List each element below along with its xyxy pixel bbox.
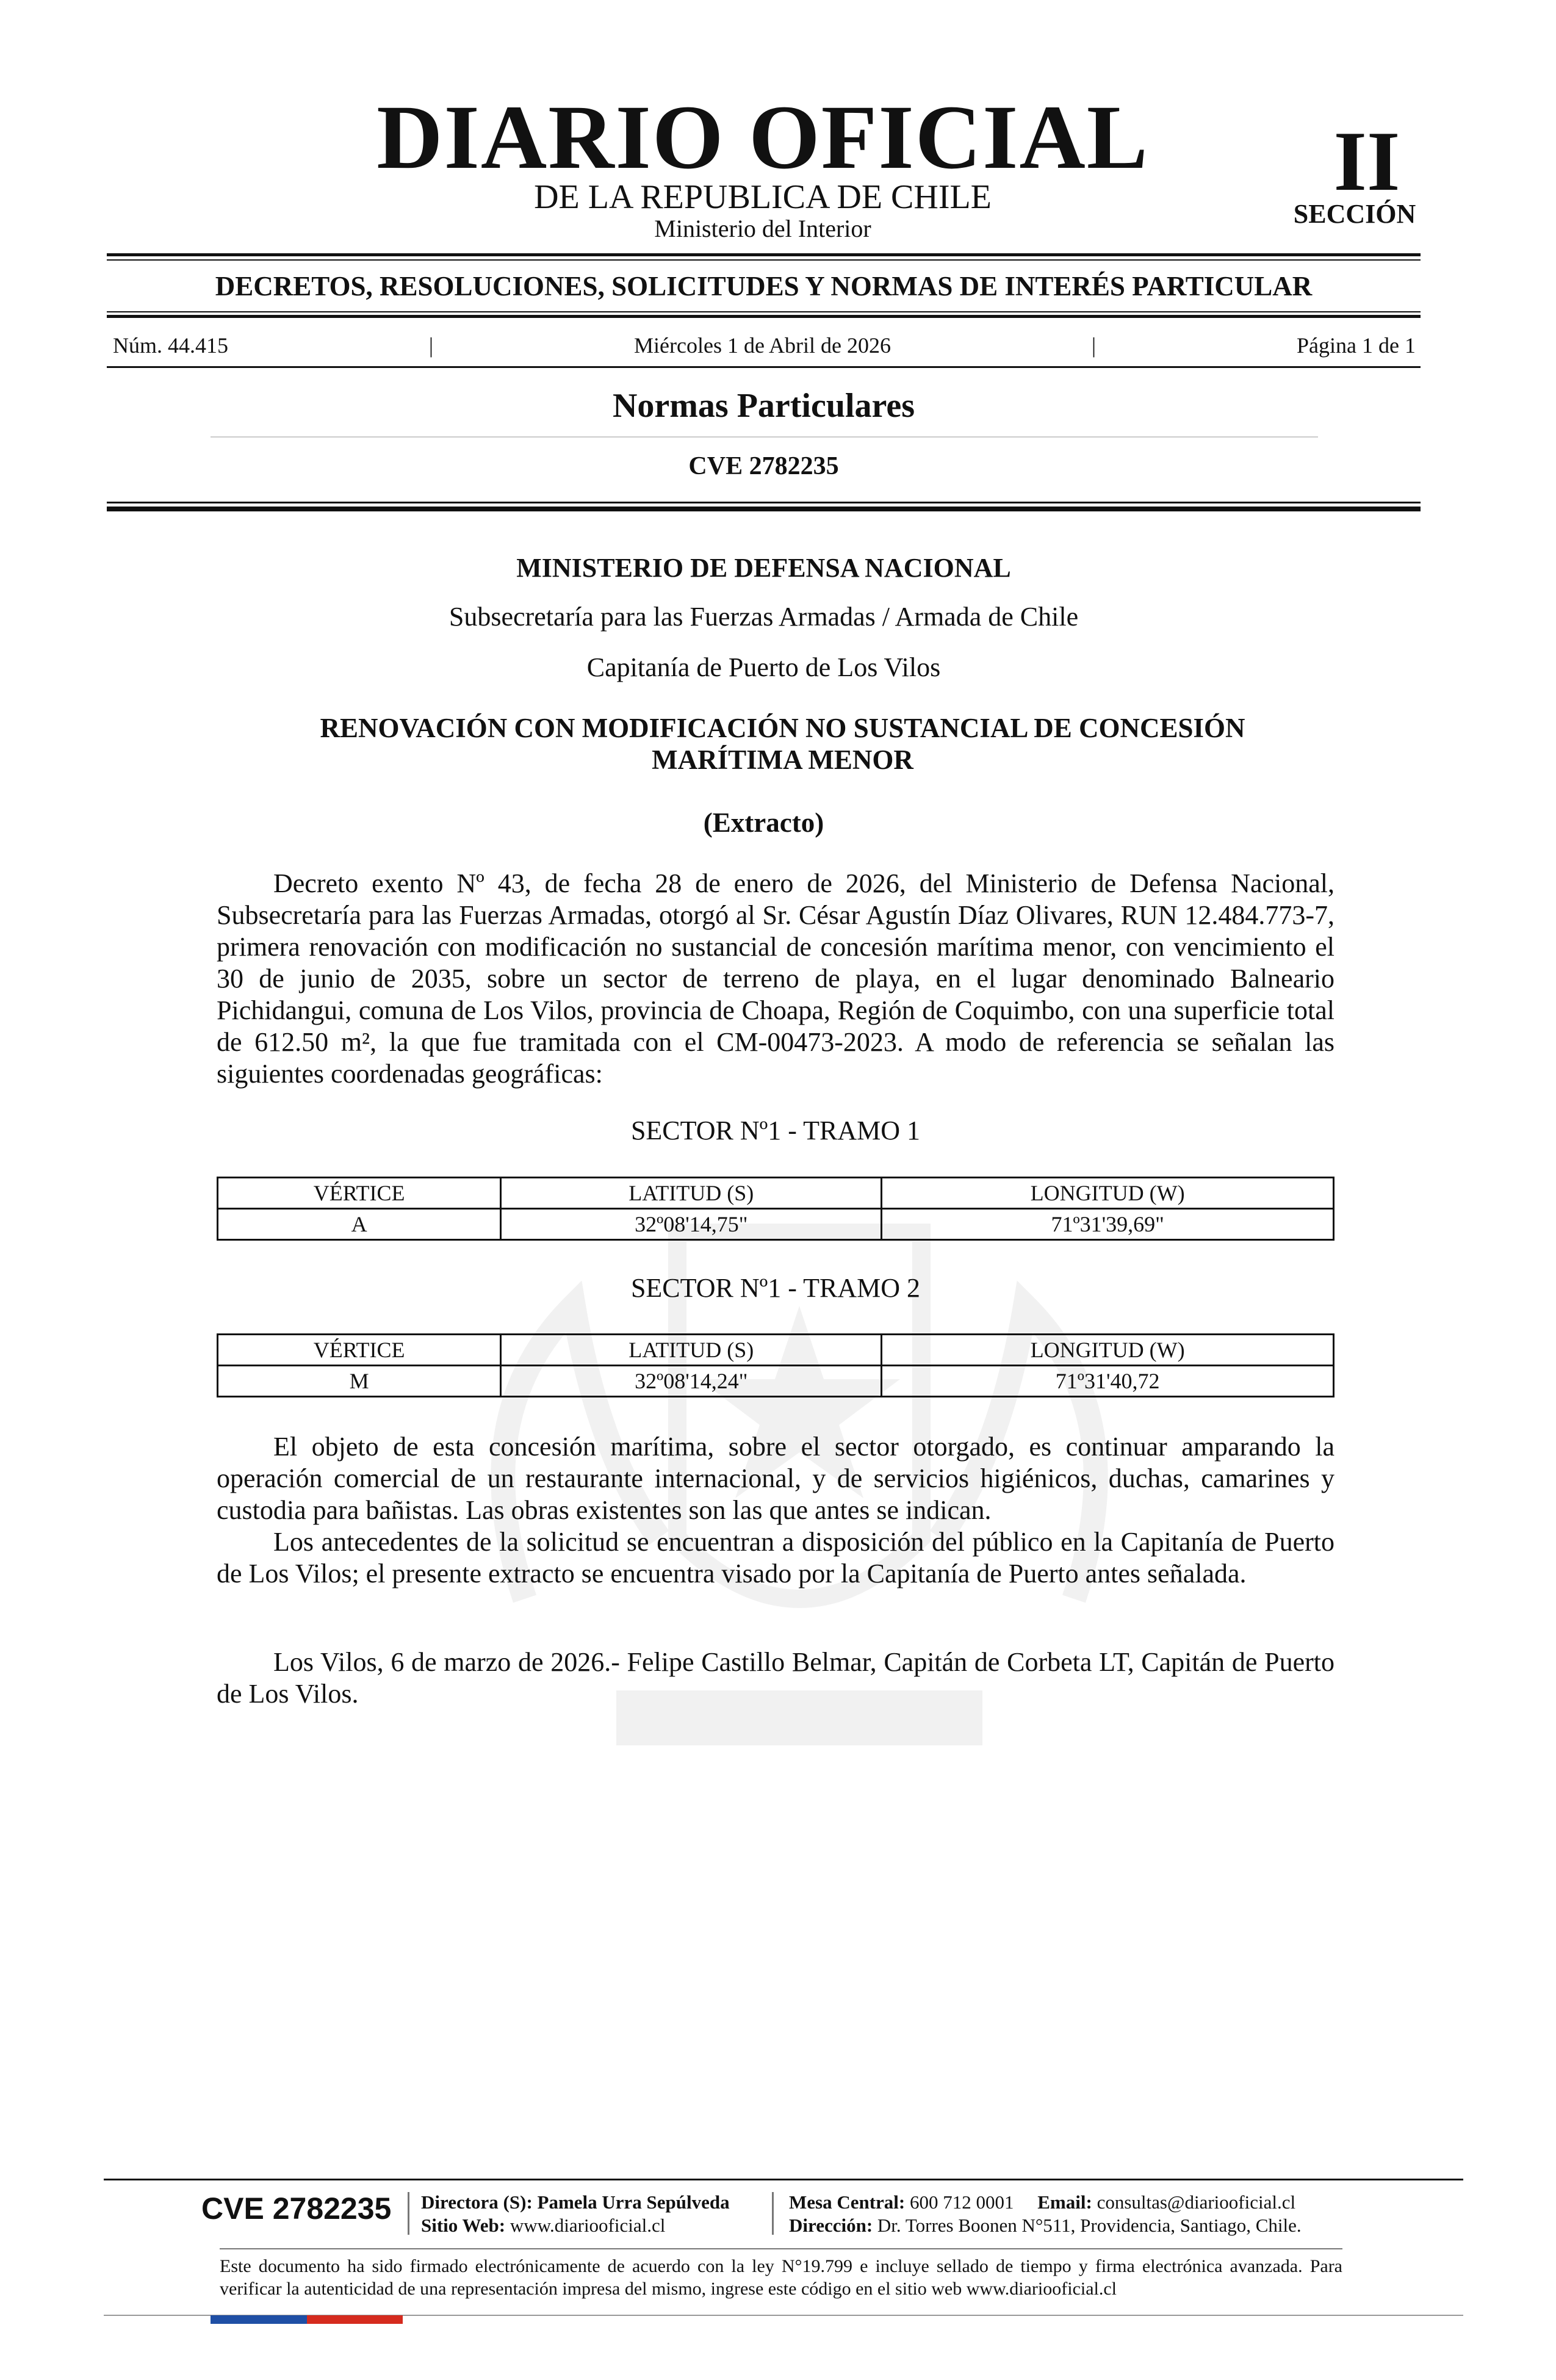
footer-contact-right <box>789 2191 1302 2237</box>
footer-rule <box>104 2179 1463 2180</box>
address-value: Dr. Torres Boonen N°511, Providencia, Santiago, Chile. <box>877 2215 1302 2236</box>
cve-code: CVE 2782235 <box>688 452 839 480</box>
ministry-heading: MINISTERIO DE DEFENSA NACIONAL <box>516 553 1011 583</box>
section-title: Normas Particulares <box>612 387 915 425</box>
footer-cve: CVE 2782235 <box>201 2191 392 2226</box>
issue-rule <box>107 366 1421 368</box>
address-label: Dirección: <box>789 2215 873 2236</box>
footer-contact-left <box>421 2191 730 2237</box>
website-label: Sitio Web: <box>421 2215 506 2236</box>
coordinates-table <box>217 1177 1334 1241</box>
table-cell: 71º31'40,72 <box>882 1366 1334 1397</box>
document-title-line2: MARÍTIMA MENOR <box>652 744 913 775</box>
directora-label: Directora (S): <box>421 2191 533 2213</box>
cve-rule-thin <box>107 502 1421 503</box>
footer-divider <box>772 2192 774 2235</box>
table-header-row <box>218 1335 1334 1366</box>
capitania-line: Capitanía de Puerto de Los Vilos <box>586 652 941 682</box>
table-header-cell: LONGITUD (W) <box>882 1335 1334 1366</box>
table-header-cell: LATITUD (S) <box>501 1335 882 1366</box>
paragraph-text: El objeto de esta concesión marítima, sobre el sector otorgado, es continuar amparando la operación comercial de un restaurante internacional, y de servicios higiénicos, duchas, camarines y custodia para bañistas. Las obras existentes son las que antes se indican. <box>217 1432 1334 1525</box>
masthead-rule-top <box>107 253 1421 256</box>
signature-text: Los Vilos, 6 de marzo de 2026.- Felipe Castillo Belmar, Capitán de Corbeta LT, Capitán de Puerto de Los Vilos. <box>217 1647 1334 1709</box>
mesa-label: Mesa Central: <box>789 2191 906 2213</box>
masthead-rule-top-thin <box>107 259 1421 261</box>
issue-info-row <box>113 333 1416 358</box>
table-header-row <box>218 1178 1334 1209</box>
directora-name: Pamela Urra Sepúlveda <box>537 2191 730 2213</box>
table-title: SECTOR Nº1 - TRAMO 2 <box>630 1273 921 1303</box>
flag-stripe-red <box>307 2315 403 2324</box>
coordinates-table <box>217 1333 1334 1397</box>
masthead-ministry: Ministerio del Interior <box>654 215 871 242</box>
body-paragraph-1 <box>217 868 1334 1090</box>
table-cell: 71º31'39,69" <box>882 1209 1334 1240</box>
table-header-cell: VÉRTICE <box>218 1178 501 1209</box>
body-paragraph-2 <box>217 1431 1334 1590</box>
extracto-label: (Extracto) <box>703 807 824 838</box>
issue-date: Miércoles 1 de Abril de 2026 <box>634 333 891 358</box>
table-cell: 32º08'14,24" <box>501 1366 882 1397</box>
paragraph-text: Decreto exento Nº 43, de fecha 28 de enero de 2026, del Ministerio de Defensa Nacional, Subsecretaría para las Fuerzas Armadas, otorgó al Sr. César Agustín Díaz Olivares, RUN 12.484.773-7, primera renovación con modificación no sustancial de concesión marítima menor, con vencimiento el 30 de junio de 2035, sobre un sector de terreno de playa, en el lugar denominado Balneario Pichidangui, comuna de Los Vilos, provincia de Choapa, Región de Coquimbo, con una superficie total de 612.50 m², la que fue tramitada con el CM-00473-2023. A modo de referencia se señalan las siguientes coordenadas geográficas: <box>217 868 1334 1089</box>
cve-rule-thick <box>107 507 1421 511</box>
footer-note-rule <box>220 2248 1342 2249</box>
footer-divider <box>408 2192 409 2235</box>
section-number: II <box>1333 114 1400 209</box>
table-header-cell: VÉRTICE <box>218 1335 501 1366</box>
masthead-title: DIARIO OFICIAL <box>376 87 1149 188</box>
website-link[interactable]: www.diariooficial.cl <box>510 2215 666 2236</box>
mesa-phone: 600 712 0001 <box>910 2191 1014 2213</box>
table-title: SECTOR Nº1 - TRAMO 1 <box>630 1116 921 1145</box>
paragraph-text: Los antecedentes de la solicitud se encuentran a disposición del público en la Capitanía de Puerto de Los Vilos; el presente extracto se encuentra visado por la Capitanía de Puerto antes señalada. <box>217 1527 1334 1588</box>
footer-verification-note: Este documento ha sido firmado electrónicamente de acuerdo con la ley N°19.799 e incluye sellado de tiempo y firma electrónica avanzada. Para verificar la autenticidad de una representación impresa del mismo, ingrese este código en el sitio web www.diariooficial.cl <box>220 2256 1342 2299</box>
email-label: Email: <box>1037 2191 1092 2213</box>
issue-separator: | <box>1091 333 1097 358</box>
table-cell: A <box>218 1209 501 1240</box>
table-header-cell: LONGITUD (W) <box>882 1178 1334 1209</box>
category-rule-thin <box>107 311 1421 312</box>
document-title-line1: RENOVACIÓN CON MODIFICACIÓN NO SUSTANCIAL DE CONCESIÓN <box>320 713 1245 743</box>
document-title <box>214 713 1352 776</box>
section-title-rule <box>211 436 1318 438</box>
email-link[interactable]: consultas@diariooficial.cl <box>1097 2191 1296 2213</box>
masthead-subtitle: DE LA REPUBLICA DE CHILE <box>534 178 992 216</box>
table-header-cell: LATITUD (S) <box>501 1178 882 1209</box>
table-cell: M <box>218 1366 501 1397</box>
issue-number: Núm. 44.415 <box>113 333 228 358</box>
issue-separator: | <box>428 333 434 358</box>
category-heading: DECRETOS, RESOLUCIONES, SOLICITUDES Y NORMAS DE INTERÉS PARTICULAR <box>215 271 1313 301</box>
category-rule <box>107 315 1421 318</box>
table-row <box>218 1366 1334 1397</box>
subsecretaria-line: Subsecretaría para las Fuerzas Armadas / Armada de Chile <box>448 602 1079 632</box>
table-row <box>218 1209 1334 1240</box>
table-cell: 32º08'14,75" <box>501 1209 882 1240</box>
signature-paragraph <box>217 1646 1334 1710</box>
issue-page: Página 1 de 1 <box>1296 333 1416 358</box>
section-label: SECCIÓN <box>1293 199 1416 229</box>
flag-stripe-blue <box>211 2315 307 2324</box>
